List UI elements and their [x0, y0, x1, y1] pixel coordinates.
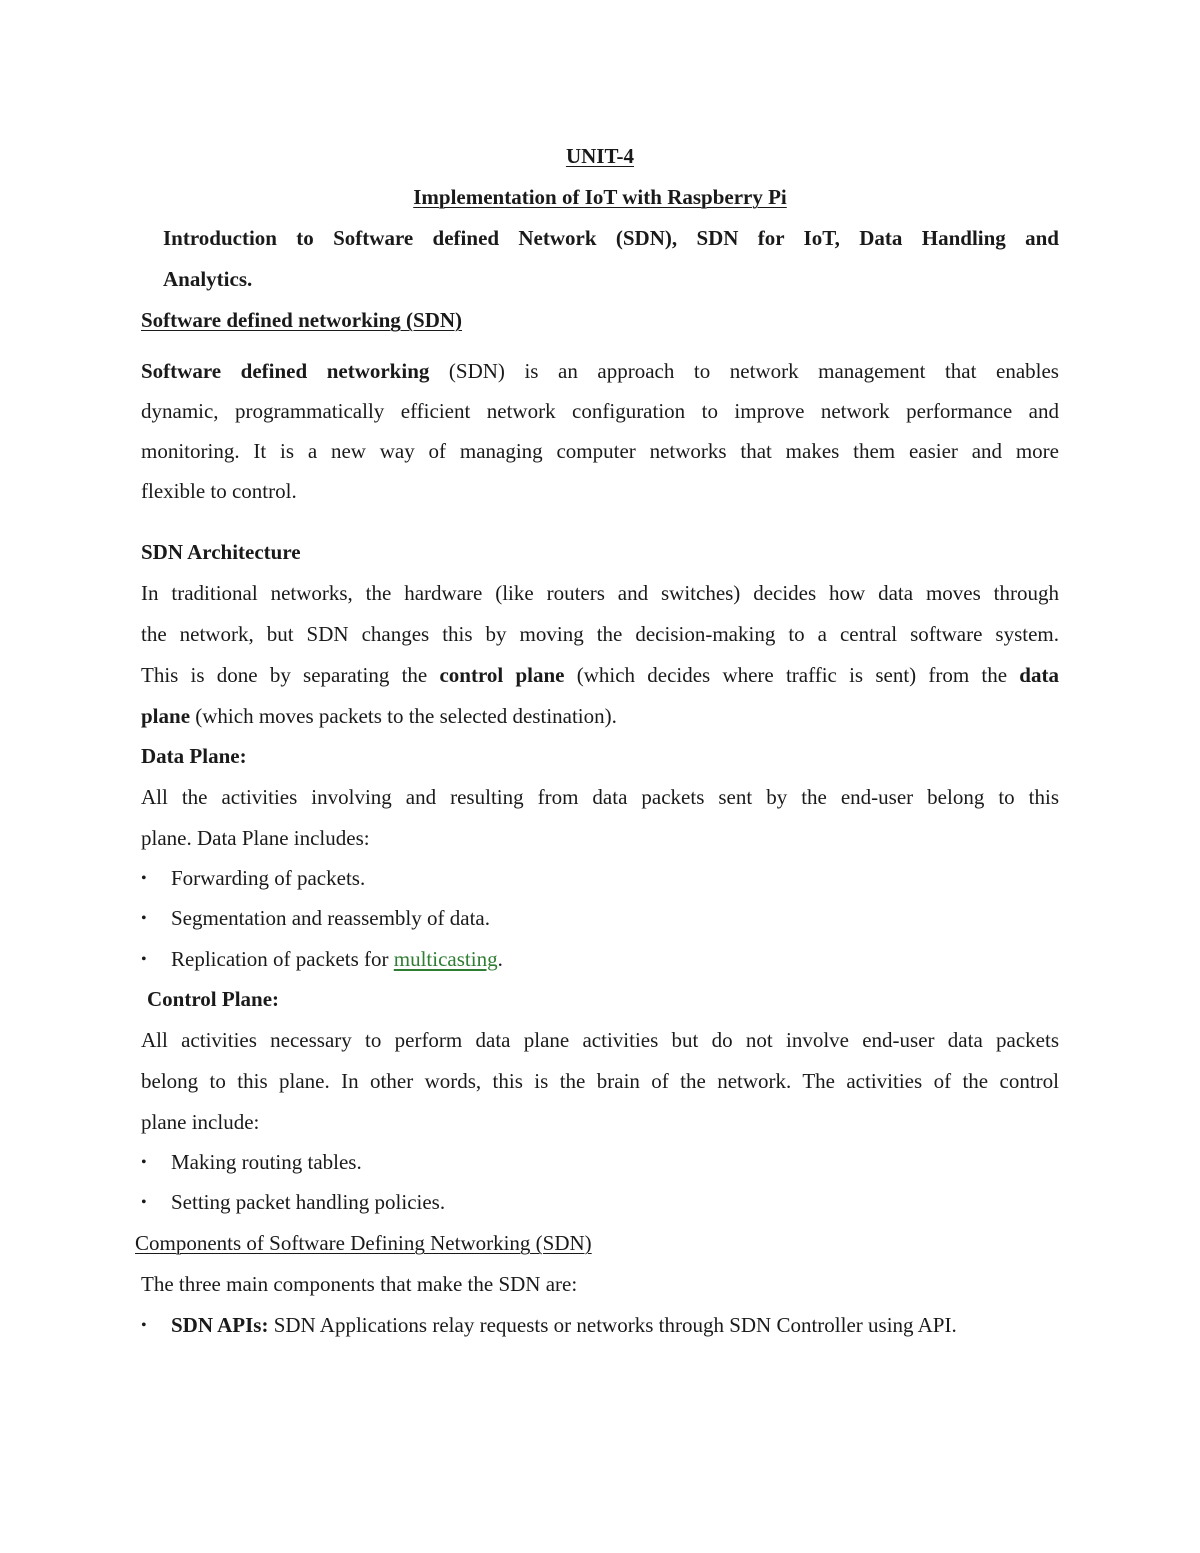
list-item-text: Setting packet handling policies.	[171, 1190, 446, 1214]
list-item-text: .	[497, 947, 503, 971]
sdn-paragraph-line-4: flexible to control.	[141, 479, 297, 503]
list-item-text: SDN Applications relay requests or networks through SDN Controller using API.	[268, 1313, 957, 1337]
sdn-paragraph-line-3: monitoring. It is a new way of managing computer networks that makes them easier and more	[141, 439, 1059, 463]
control-plane-line-2: belong to this plane. In other words, this is the brain of the network. The activities of the control	[141, 1069, 1059, 1093]
plane-term: plane	[141, 704, 191, 728]
sdn-paragraph-line-1	[141, 361, 1059, 382]
architecture-line-1: In traditional networks, the hardware (like routers and switches) decides how data moves through	[141, 581, 1059, 605]
list-item-text	[171, 949, 503, 970]
control-plane-line-1: All activities necessary to perform data plane activities but do not involve end-user data packets	[141, 1028, 1059, 1052]
control-plane-term: control plane	[439, 663, 565, 687]
architecture-line-2: the network, but SDN changes this by moving the decision-making to a central software system.	[141, 622, 1059, 646]
multicasting-link[interactable]: multicasting	[393, 947, 498, 971]
architecture-text: This is done by separating the	[141, 663, 440, 687]
document-title: Implementation of IoT with Raspberry Pi	[413, 185, 787, 209]
components-intro: The three main components that make the SDN are:	[141, 1272, 578, 1296]
control-plane-heading: Control Plane:	[147, 987, 280, 1011]
bullet-icon: •	[141, 870, 147, 887]
sdn-definition: (SDN) is an approach to network management that enables	[429, 359, 1059, 383]
list-item-text	[171, 1315, 957, 1336]
data-plane-line-2: plane. Data Plane includes:	[141, 826, 370, 850]
architecture-text: (which decides where traffic is sent) from the	[564, 663, 1020, 687]
architecture-text: (which moves packets to the selected destination).	[190, 704, 617, 728]
bullet-icon: •	[141, 1154, 147, 1171]
data-plane-line-1: All the activities involving and resulting from data packets sent by the end-user belong to this	[141, 785, 1059, 809]
sdn-apis-term: SDN APIs:	[171, 1313, 269, 1337]
architecture-line-4	[141, 706, 617, 727]
components-heading: Components of Software Defining Networking (SDN)	[135, 1231, 592, 1255]
data-term: data	[1019, 663, 1059, 687]
architecture-heading: SDN Architecture	[141, 540, 301, 564]
control-plane-line-3: plane include:	[141, 1110, 260, 1134]
data-plane-heading: Data Plane:	[141, 744, 247, 768]
bullet-icon: •	[141, 1194, 147, 1211]
bullet-icon: •	[141, 910, 147, 927]
sdn-paragraph-line-2: dynamic, programmatically efficient network configuration to improve network performance and	[141, 399, 1059, 423]
bullet-icon: •	[141, 951, 147, 968]
sdn-heading: Software defined networking (SDN)	[141, 308, 463, 332]
list-item-text: Forwarding of packets.	[171, 866, 366, 890]
list-item-text: Segmentation and reassembly of data.	[171, 906, 490, 930]
topics-line-1: Introduction to Software defined Network (SDN), SDN for IoT, Data Handling and	[163, 226, 1059, 250]
list-item-text: Making routing tables.	[171, 1150, 362, 1174]
list-item-text: Replication of packets for	[171, 947, 394, 971]
bullet-icon: •	[141, 1317, 147, 1334]
topics-line-2: Analytics.	[163, 267, 253, 291]
unit-title: UNIT-4	[565, 144, 635, 168]
architecture-line-3	[141, 665, 1059, 686]
sdn-term: Software defined networking	[141, 359, 430, 383]
